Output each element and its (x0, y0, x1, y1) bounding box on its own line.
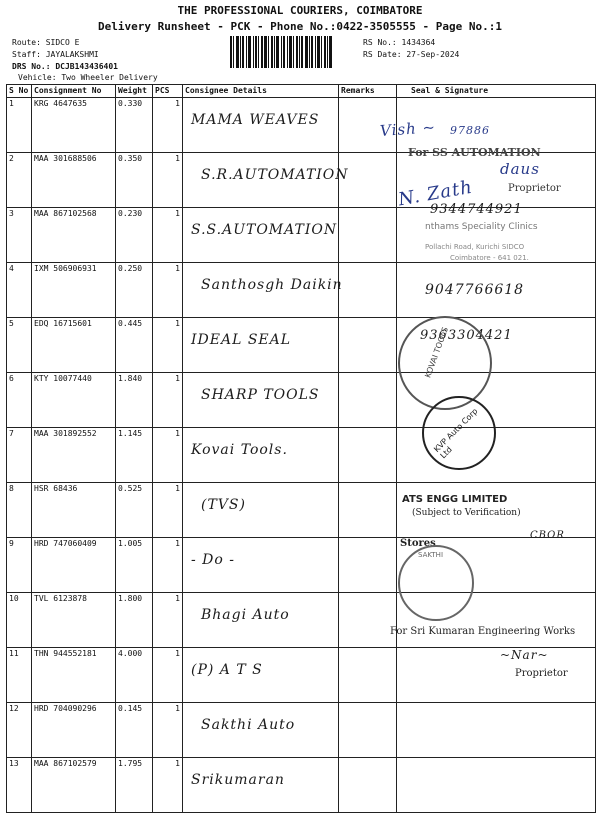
cell-sno: 12 (7, 703, 32, 758)
cell-consignment-no: HRD 704090296 (32, 703, 116, 758)
cell-remarks (339, 208, 397, 263)
cell-remarks (339, 318, 397, 373)
table-row (7, 373, 596, 428)
cell-sno: 5 (7, 318, 32, 373)
cell-weight: 0.525 (116, 483, 153, 538)
cell-sno: 4 (7, 263, 32, 318)
stamp-clinic-city: Coimbatore - 641 021. (450, 254, 529, 262)
cell-pcs: 1 (153, 483, 183, 538)
stamp-verification: (Subject to Verification) (412, 508, 521, 518)
cell-consignment-no: EDQ 16715601 (32, 318, 116, 373)
stamp-ats-engg: ATS ENGG LIMITED (402, 494, 508, 505)
cell-pcs: 1 (153, 428, 183, 483)
cell-pcs: 1 (153, 703, 183, 758)
cell-weight: 1.840 (116, 373, 153, 428)
cell-consignment-no: HRD 747060409 (32, 538, 116, 593)
cell-remarks (339, 593, 397, 648)
cell-pcs: 1 (153, 98, 183, 153)
cell-remarks (339, 538, 397, 593)
cell-remarks (339, 648, 397, 703)
cell-consignee: - Do - (183, 538, 339, 593)
col-header-consignment: Consignment No (32, 85, 116, 98)
cell-sno: 8 (7, 483, 32, 538)
cell-consignee: Srikumaran (183, 758, 339, 813)
cell-seal-signature (397, 703, 596, 758)
stamp-clinic-name: nthams Speciality Clinics (425, 222, 538, 232)
stamp-sri-kumaran: For Sri Kumaran Engineering Works (390, 626, 576, 637)
note-cbor: CBOR (530, 530, 565, 541)
cell-consignment-no: MAA 301688506 (32, 153, 116, 208)
cell-sno: 9 (7, 538, 32, 593)
cell-consignee: IDEAL SEAL (183, 318, 339, 373)
cell-remarks (339, 428, 397, 483)
cell-weight: 1.795 (116, 758, 153, 813)
col-header-weight: Weight (116, 85, 153, 98)
signature-footer: ~Nar~ (500, 648, 549, 662)
cell-consignment-no: IXM 506906931 (32, 263, 116, 318)
rs-date-label: RS Date: 27-Sep-2024 (363, 50, 460, 59)
cell-pcs: 1 (153, 758, 183, 813)
cell-sno: 10 (7, 593, 32, 648)
col-header-seal: Seal & Signature (397, 85, 596, 98)
cell-weight: 4.000 (116, 648, 153, 703)
staff-label: Staff: JAYALAKSHMI (12, 50, 99, 59)
cell-consignee: (TVS) (183, 483, 339, 538)
stamp-kvp-auto (422, 396, 496, 470)
cell-seal-signature (397, 758, 596, 813)
cell-sno: 11 (7, 648, 32, 703)
route-label: Route: SIDCO E (12, 38, 80, 47)
cell-consignee: SHARP TOOLS (183, 373, 339, 428)
cell-consignee: MAMA WEAVES (183, 98, 339, 153)
col-header-sno: S No (7, 85, 32, 98)
table-row (7, 703, 596, 758)
cell-remarks (339, 263, 397, 318)
stamp-kovai-tools-text: KOVAI TOOLS (423, 325, 451, 380)
cell-remarks (339, 483, 397, 538)
cell-consignee: S.S.AUTOMATION (183, 208, 339, 263)
col-header-consignee: Consignee Details (183, 85, 339, 98)
signature-3: N. Zath (396, 176, 475, 211)
cell-consignment-no: THN 944552181 (32, 648, 116, 703)
cell-consignment-no: TVL 6123878 (32, 593, 116, 648)
cell-pcs: 1 (153, 373, 183, 428)
table-row (7, 428, 596, 483)
stamp-sakthi-text: SAKTHI (418, 551, 444, 559)
cell-consignment-no: MAA 867102579 (32, 758, 116, 813)
table-row (7, 538, 596, 593)
cell-weight: 1.800 (116, 593, 153, 648)
cell-remarks (339, 703, 397, 758)
stamp-proprietor-2: Proprietor (515, 668, 568, 679)
cell-consignment-no: HSR 68436 (32, 483, 116, 538)
table-header-row (7, 85, 596, 98)
cell-sno: 6 (7, 373, 32, 428)
signature-1: Vish ~ (379, 118, 437, 140)
stamp-kovai-tools (398, 316, 492, 410)
cell-sno: 1 (7, 98, 32, 153)
cell-pcs: 1 (153, 648, 183, 703)
cell-sno: 3 (7, 208, 32, 263)
phone-note-1: 97886 (450, 124, 490, 137)
table-row (7, 98, 596, 153)
table-row (7, 758, 596, 813)
cell-weight: 0.445 (116, 318, 153, 373)
stamp-kvp-auto-text: KVP Auto Corp Ltd (432, 406, 480, 461)
cell-pcs: 1 (153, 318, 183, 373)
cell-consignee: Kovai Tools. (183, 428, 339, 483)
cell-weight: 0.230 (116, 208, 153, 263)
cell-consignee: Santhosgh Daikin (183, 263, 339, 318)
phone-note-4: 9363304421 (420, 328, 513, 343)
stamp-clinic-address: Pollachi Road, Kurichi SIDCO (425, 243, 525, 251)
vehicle-label: Vehicle: Two Wheeler Delivery (18, 73, 158, 82)
table-row (7, 593, 596, 648)
cell-pcs: 1 (153, 263, 183, 318)
cell-pcs: 1 (153, 153, 183, 208)
cell-weight: 0.145 (116, 703, 153, 758)
barcode (230, 36, 355, 68)
col-header-remarks: Remarks (339, 85, 397, 98)
signature-2: daus (500, 160, 540, 178)
stamp-sakthi (398, 545, 474, 621)
company-title: THE PROFESSIONAL COURIERS, COIMBATORE (177, 4, 423, 17)
table-row (7, 318, 596, 373)
cell-pcs: 1 (153, 593, 183, 648)
cell-weight: 0.330 (116, 98, 153, 153)
stamp-proprietor-1: Proprietor (508, 183, 561, 194)
cell-sno: 2 (7, 153, 32, 208)
cell-weight: 1.145 (116, 428, 153, 483)
cell-consignment-no: KRG 4647635 (32, 98, 116, 153)
cell-weight: 0.350 (116, 153, 153, 208)
rs-no-label: RS No.: 1434364 (363, 38, 436, 47)
cell-pcs: 1 (153, 208, 183, 263)
cell-consignment-no: KTY 10077440 (32, 373, 116, 428)
phone-note-2: 9344744921 (430, 202, 523, 217)
cell-remarks (339, 373, 397, 428)
drs-label: DRS No.: DCJB143436401 (12, 62, 118, 71)
cell-remarks (339, 758, 397, 813)
cell-consignee: (P) A T S (183, 648, 339, 703)
cell-consignee: S.R.AUTOMATION (183, 153, 339, 208)
cell-pcs: 1 (153, 538, 183, 593)
cell-consignment-no: MAA 301892552 (32, 428, 116, 483)
cell-weight: 0.250 (116, 263, 153, 318)
cell-sno: 7 (7, 428, 32, 483)
cell-consignee: Sakthi Auto (183, 703, 339, 758)
phone-note-3: 9047766618 (425, 282, 525, 298)
stamp-stores: Stores (400, 538, 436, 549)
cell-weight: 1.005 (116, 538, 153, 593)
runsheet-subtitle: Delivery Runsheet - PCK - Phone No.:0422-3505555 - Page No.:1 (98, 20, 502, 33)
cell-sno: 13 (7, 758, 32, 813)
cell-consignee: Bhagi Auto (183, 593, 339, 648)
cell-consignment-no: MAA 867102568 (32, 208, 116, 263)
col-header-pcs: PCS (153, 85, 183, 98)
stamp-ss-automation: For SS AUTOMATION (408, 146, 541, 159)
